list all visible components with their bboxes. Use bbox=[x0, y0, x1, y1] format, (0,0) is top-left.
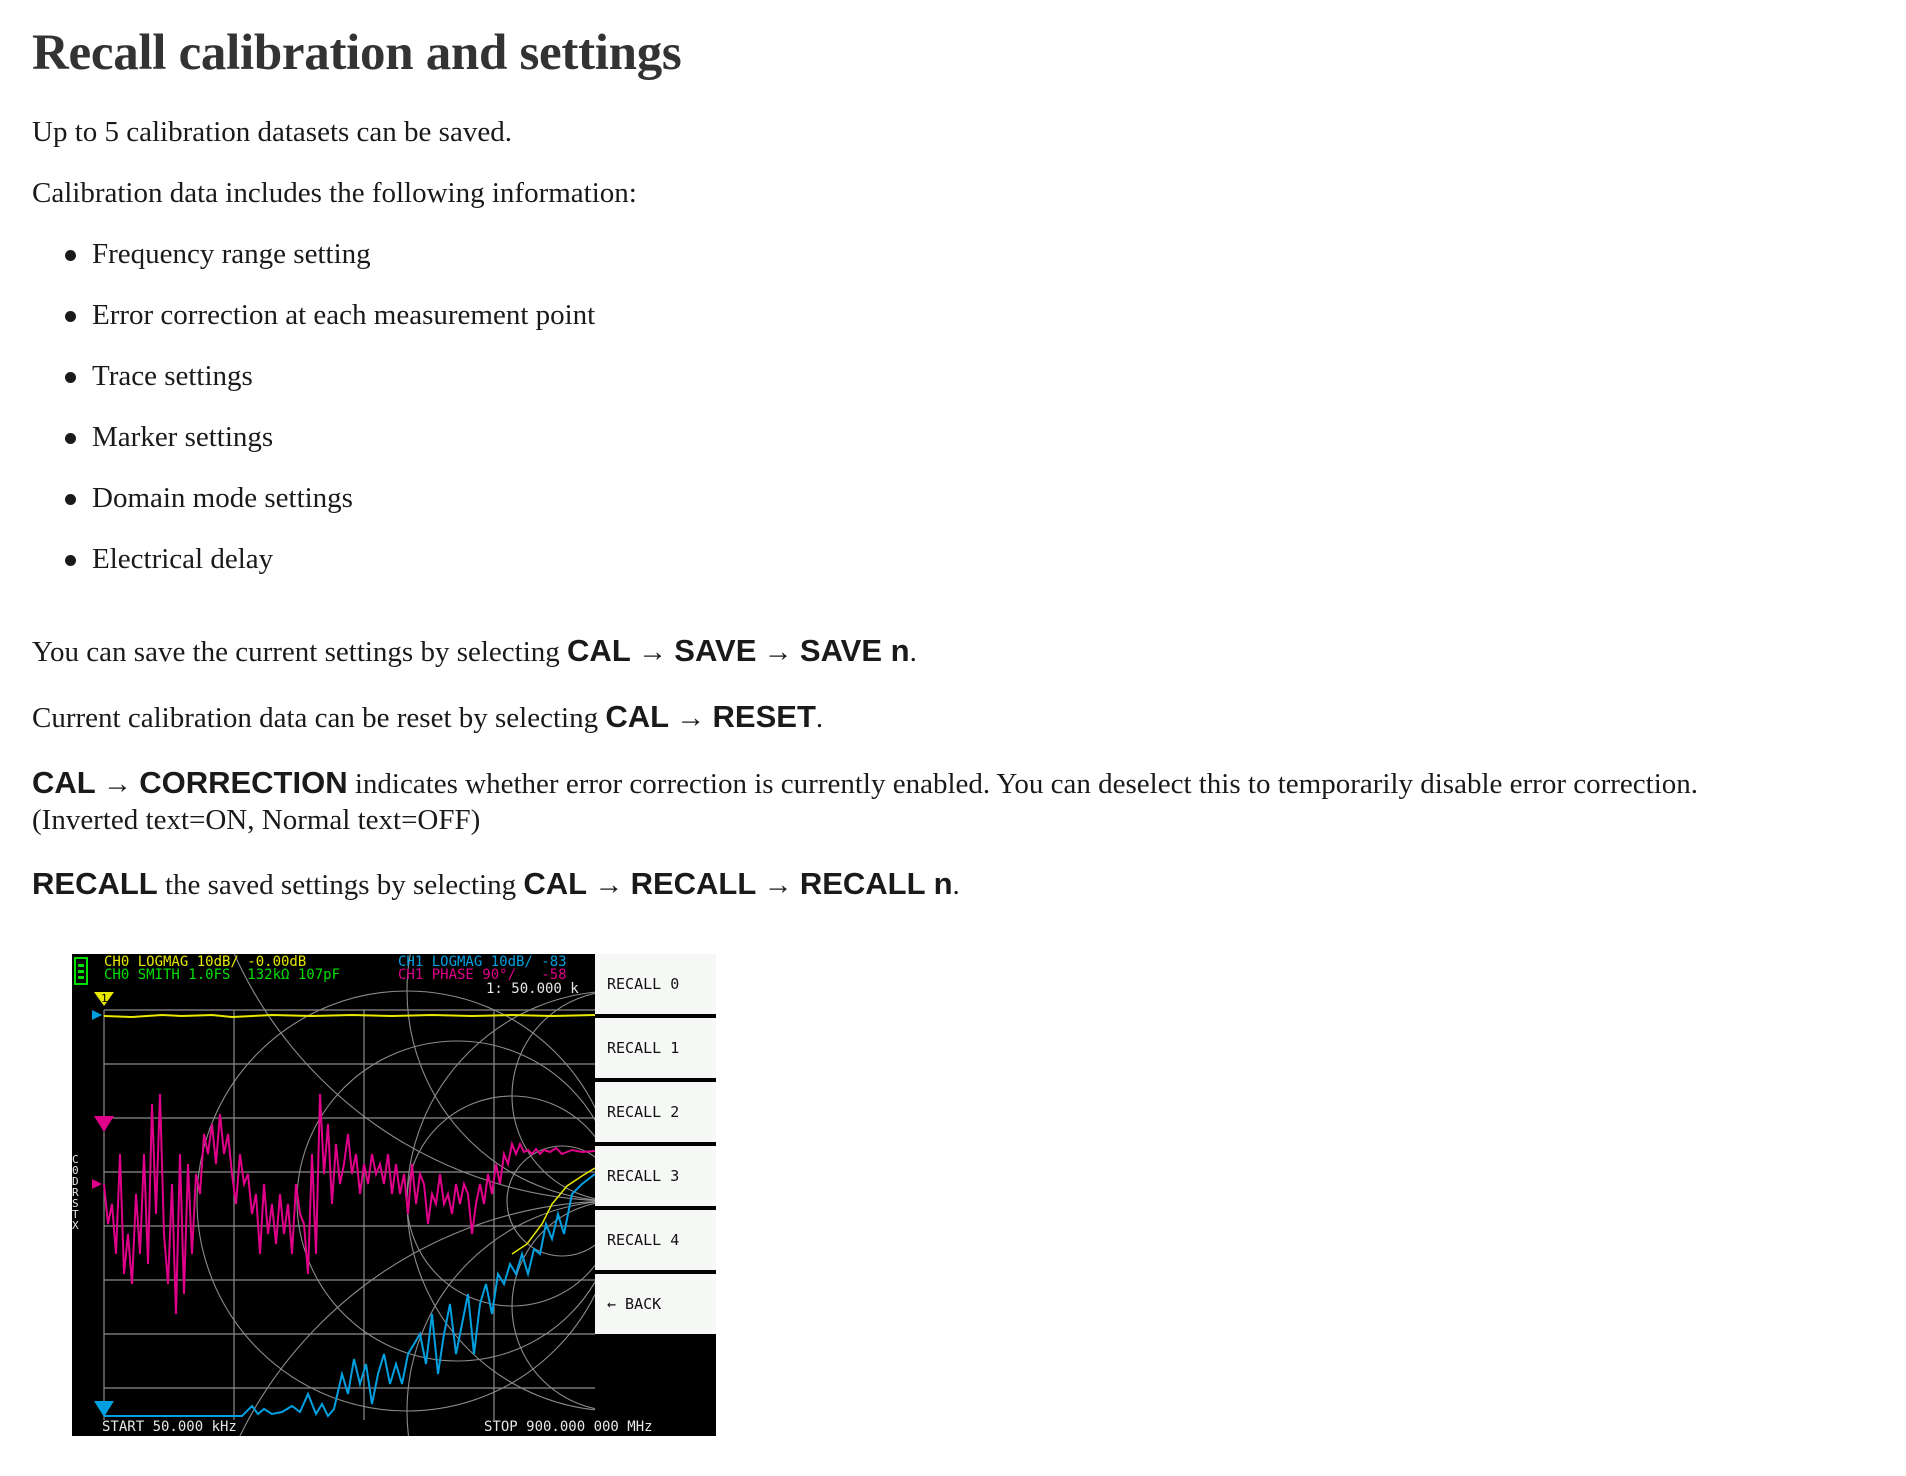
ch0-logmag-label: CH0 LOGMAG 10dB/ -0.00dB bbox=[104, 954, 307, 970]
correction-paragraph: CAL → CORRECTION indicates whether error correction is currently enabled. You can deselect this to temporarily disable error correction. (Inverted text=ON, Normal text=OFF) bbox=[32, 765, 1699, 836]
ch1-logmag-label: CH1 LOGMAG 10dB/ -83 bbox=[398, 954, 567, 970]
info-list bbox=[32, 236, 595, 602]
recall-paragraph: RECALL the saved settings by selecting CAL → RECALL → RECALL n. bbox=[32, 866, 960, 901]
svg-text:1: 1 bbox=[101, 992, 108, 1005]
bullet bbox=[65, 372, 76, 383]
marker-icons bbox=[92, 992, 114, 1417]
marker-triangle-icon bbox=[94, 1116, 114, 1132]
intro-paragraph: Up to 5 calibration datasets can be saved. bbox=[32, 116, 512, 148]
ch1-phase-trace bbox=[104, 1094, 595, 1314]
ch0-smith-label: CH0 SMITH 1.0FS 132kΩ 107pF bbox=[104, 967, 341, 983]
ch0-trace bbox=[104, 1015, 595, 1017]
ref-level-icon bbox=[92, 1010, 102, 1020]
ch1-phase-label: CH1 PHASE 90°/ -58 bbox=[398, 967, 567, 983]
includes-paragraph: Calibration data includes the following information: bbox=[32, 177, 637, 209]
document bbox=[32, 18, 1872, 901]
bullet bbox=[65, 311, 76, 322]
recall-0-button[interactable]: RECALL 0 bbox=[595, 954, 716, 1014]
list-item: Domain mode settings bbox=[32, 480, 595, 541]
marker-readout: 1: 50.000 k bbox=[486, 981, 579, 997]
marker-triangle-icon bbox=[94, 1401, 114, 1417]
reset-paragraph: Current calibration data can be reset by selecting CAL → RESET. bbox=[32, 699, 824, 734]
save-paragraph: You can save the current settings by selecting CAL → SAVE → SAVE n. bbox=[32, 633, 917, 668]
list-item: Electrical delay bbox=[32, 541, 595, 602]
ref-level-icon bbox=[92, 1179, 102, 1189]
page-title: Recall calibration and settings bbox=[32, 25, 682, 81]
plot-area bbox=[72, 954, 595, 1436]
list-item: Error correction at each measurement point bbox=[32, 297, 595, 358]
bullet bbox=[65, 250, 76, 261]
bullet bbox=[65, 555, 76, 566]
list-item: Trace settings bbox=[32, 358, 595, 419]
recall-menu bbox=[595, 954, 716, 1338]
recall-4-button[interactable]: RECALL 4 bbox=[595, 1210, 716, 1270]
start-frequency: START 50.000 kHz bbox=[102, 1419, 237, 1435]
list-item: Frequency range setting bbox=[32, 236, 595, 297]
list-item: Marker settings bbox=[32, 419, 595, 480]
device-screenshot bbox=[72, 954, 716, 1436]
side-status-label: C0DRSTX bbox=[72, 1153, 79, 1232]
bullet bbox=[65, 433, 76, 444]
bullet bbox=[65, 494, 76, 505]
back-button[interactable]: ← BACK bbox=[595, 1274, 716, 1334]
battery-icon bbox=[75, 958, 87, 984]
recall-1-button[interactable]: RECALL 1 bbox=[595, 1018, 716, 1078]
recall-3-button[interactable]: RECALL 3 bbox=[595, 1146, 716, 1206]
recall-2-button[interactable]: RECALL 2 bbox=[595, 1082, 716, 1142]
stop-frequency: STOP 900.000 000 MHz bbox=[484, 1419, 653, 1435]
